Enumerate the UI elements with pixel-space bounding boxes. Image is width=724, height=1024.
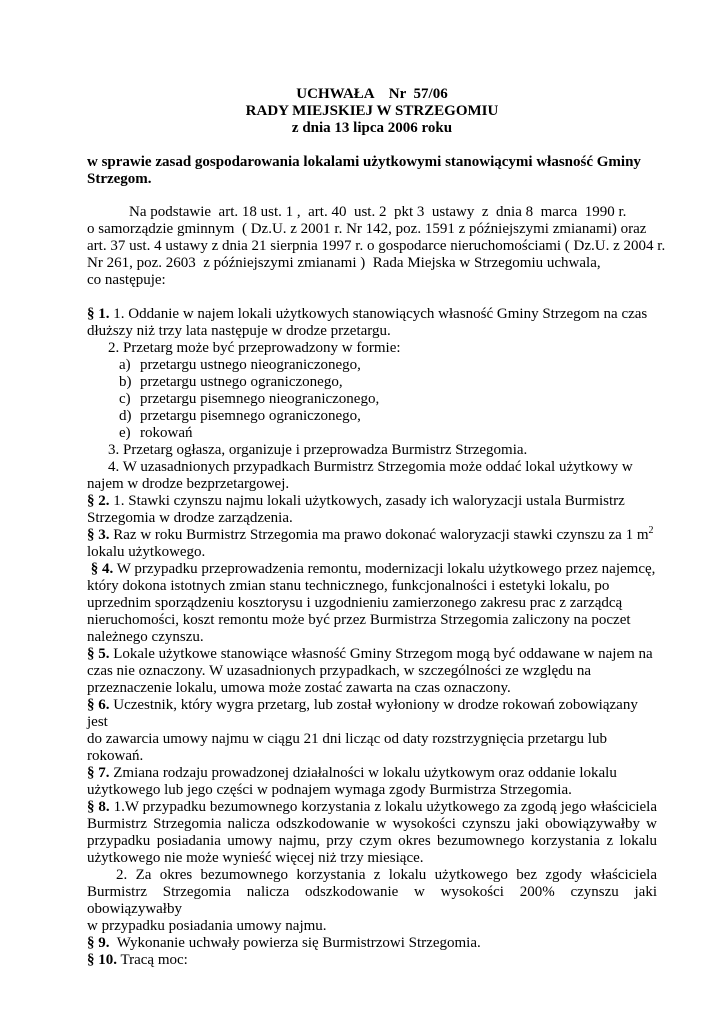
tender-forms-list (87, 357, 657, 442)
paragraph-mark: § 9. (87, 935, 110, 951)
paragraph-text: Lokale użytkowe stanowiące własność Gminy Strzegom mogą być oddawane w najem na (109, 646, 653, 662)
council-name: RADY MIEJSKIEJ W STRZEGOMIU (245, 103, 499, 119)
list-item: b) przetargu ustnego ograniczonego, (119, 374, 343, 390)
resolution-header (87, 86, 657, 137)
list-item: c) przetargu pisemnego nieograniczonego, (119, 391, 380, 407)
paragraph-mark: § 6. (87, 697, 110, 713)
paragraph-text: użytkowego lub jego części w podnajem wymaga zgody Burmistrza Strzegomia. (87, 782, 572, 798)
paragraph-10 (87, 952, 657, 969)
list-item: e) rokowań (119, 425, 193, 441)
paragraph-text: dłuższy niż trzy lata następuje w drodze przetargu. (87, 323, 391, 339)
paragraph-text: 3. Przetarg ogłasza, organizuje i przeprowadza Burmistrz Strzegomia. (108, 442, 528, 458)
intro-line: co następuje: (87, 272, 166, 288)
paragraph-text: Strzegomia w drodze zarządzenia. (87, 510, 293, 526)
legal-basis (87, 204, 666, 289)
paragraph-text: lokalu użytkowego. (87, 544, 206, 560)
paragraph-8 (87, 799, 657, 935)
paragraph-text: użytkowego nie może wynieść więcej niż trzy miesiące. (87, 850, 424, 866)
paragraph-text: Tracą moc: (117, 952, 188, 968)
paragraph-text: czas nie oznaczony. W uzasadnionych przypadkach, w szczególności ze względu na (87, 663, 592, 679)
list-item: d) przetargu pisemnego ograniczonego, (119, 408, 361, 424)
paragraph-mark: § 10. (87, 952, 117, 968)
intro-line: Nr 261, poz. 2603 z późniejszymi zmianami ) Rada Miejska w Strzegomiu uchwala, (87, 255, 601, 271)
superscript: 2 (648, 525, 654, 536)
resolution-subject (87, 154, 657, 188)
paragraph-text: przypadku posiadania umowy najmu, przy czym okres bezumownego korzystania z lokalu (87, 833, 657, 849)
intro-line: o samorządzie gminnym ( Dz.U. z 2001 r. Nr 142, poz. 1591 z późniejszymi zmianami) oraz (87, 221, 647, 237)
subject-line: Strzegom. (87, 171, 152, 187)
paragraph-mark: § 4. (87, 561, 114, 577)
paragraph-7 (87, 765, 657, 799)
paragraph-text: do zawarcia umowy najmu w ciągu 21 dni licząc od daty rozstrzygnięcia przetargu lub rokowań. (87, 731, 607, 764)
paragraph-text: Wykonanie uchwały powierza się Burmistrzowi Strzegomia. (109, 935, 481, 951)
paragraph-text: 1.W przypadku bezumownego korzystania z lokalu użytkowego za zgodą jego właściciela (109, 799, 657, 815)
subject-line: w sprawie zasad gospodarowania lokalami użytkowymi stanowiącymi własność Gminy (87, 154, 641, 170)
paragraph-text: 4. W uzasadnionych przypadkach Burmistrz Strzegomia może oddać lokal użytkowy w (108, 459, 633, 475)
paragraph-9 (87, 935, 657, 952)
intro-line: Na podstawie art. 18 ust. 1 , art. 40 ust. 2 pkt 3 ustawy z dnia 8 marca 1990 r. (129, 204, 627, 220)
paragraph-mark: § 8. (87, 799, 110, 815)
list-item: a) przetargu ustnego nieograniczonego, (119, 357, 361, 373)
paragraph-text: Uczestnik, który wygra przetarg, lub został wyłoniony w drodze rokowań zobowiązany jest (87, 697, 638, 730)
paragraph-text: uprzednim sporządzeniu kosztorysu i uzgodnieniu zamierzonego zakresu prac z zarządcą (87, 595, 623, 611)
paragraph-mark: § 7. (87, 765, 110, 781)
document-page (87, 86, 666, 969)
paragraph-5 (87, 646, 657, 697)
paragraph-text: Zmiana rodzaju prowadzonej działalności w lokalu użytkowym oraz oddanie lokalu (109, 765, 617, 781)
paragraph-mark: § 2. (87, 493, 110, 509)
resolution-date: z dnia 13 lipca 2006 roku (291, 120, 453, 136)
paragraph-text: 1. Oddanie w najem lokali użytkowych stanowiących własność Gminy Strzegom na czas (109, 306, 648, 322)
paragraph-text: Burmistrz Strzegomia nalicza odszkodowanie w wysokości 200% czynszu jaki obowiązywałby (87, 884, 657, 917)
paragraph-text: 2. Przetarg może być przeprowadzony w formie: (108, 340, 401, 356)
paragraph-4 (87, 561, 657, 646)
paragraph-6 (87, 697, 657, 765)
paragraph-text: Raz w roku Burmistrz Strzegomia ma prawo dokonać waloryzacji stawki czynszu za 1 m (109, 527, 649, 543)
resolution-number: UCHWAŁA Nr 57/06 (296, 86, 448, 102)
paragraph-mark: § 5. (87, 646, 110, 662)
paragraph-text: 1. Stawki czynszu najmu lokali użytkowych, zasady ich waloryzacji ustala Burmistrz (109, 493, 625, 509)
paragraph-text: należnego czynszu. (87, 629, 204, 645)
paragraph-text: najem w drodze bezprzetargowej. (87, 476, 290, 492)
paragraph-text: który dokona istotnych zmian stanu technicznego, funkcjonalności i estetyki lokalu, po (87, 578, 610, 594)
paragraph-mark: § 1. (87, 306, 110, 322)
paragraph-text: W przypadku przeprowadzenia remontu, modernizacji lokalu użytkowego przez najemcę, (113, 561, 656, 577)
paragraph-3 (87, 527, 657, 561)
paragraph-text: Burmistrz Strzegomia nalicza odszkodowanie w wysokości czynszu jaki obowiązywałby w (87, 816, 657, 832)
paragraph-2 (87, 493, 657, 527)
paragraph-text: nieruchomości, koszt remontu może być przez Burmistrza Strzegomia zaliczony na poczet (87, 612, 631, 628)
intro-line: art. 37 ust. 4 ustawy z dnia 21 sierpnia 1997 r. o gospodarce nieruchomościami ( Dz.U. z 2004 r. (87, 238, 666, 254)
paragraph-text: w przypadku posiadania umowy najmu. (87, 918, 327, 934)
paragraph-1 (87, 306, 657, 493)
paragraph-mark: § 3. (87, 527, 110, 543)
paragraph-text: 2. Za okres bezumownego korzystania z lokalu użytkowego bez zgody właściciela (116, 867, 657, 883)
paragraph-text: przeznaczenie lokalu, umowa może zostać zawarta na czas oznaczony. (87, 680, 511, 696)
